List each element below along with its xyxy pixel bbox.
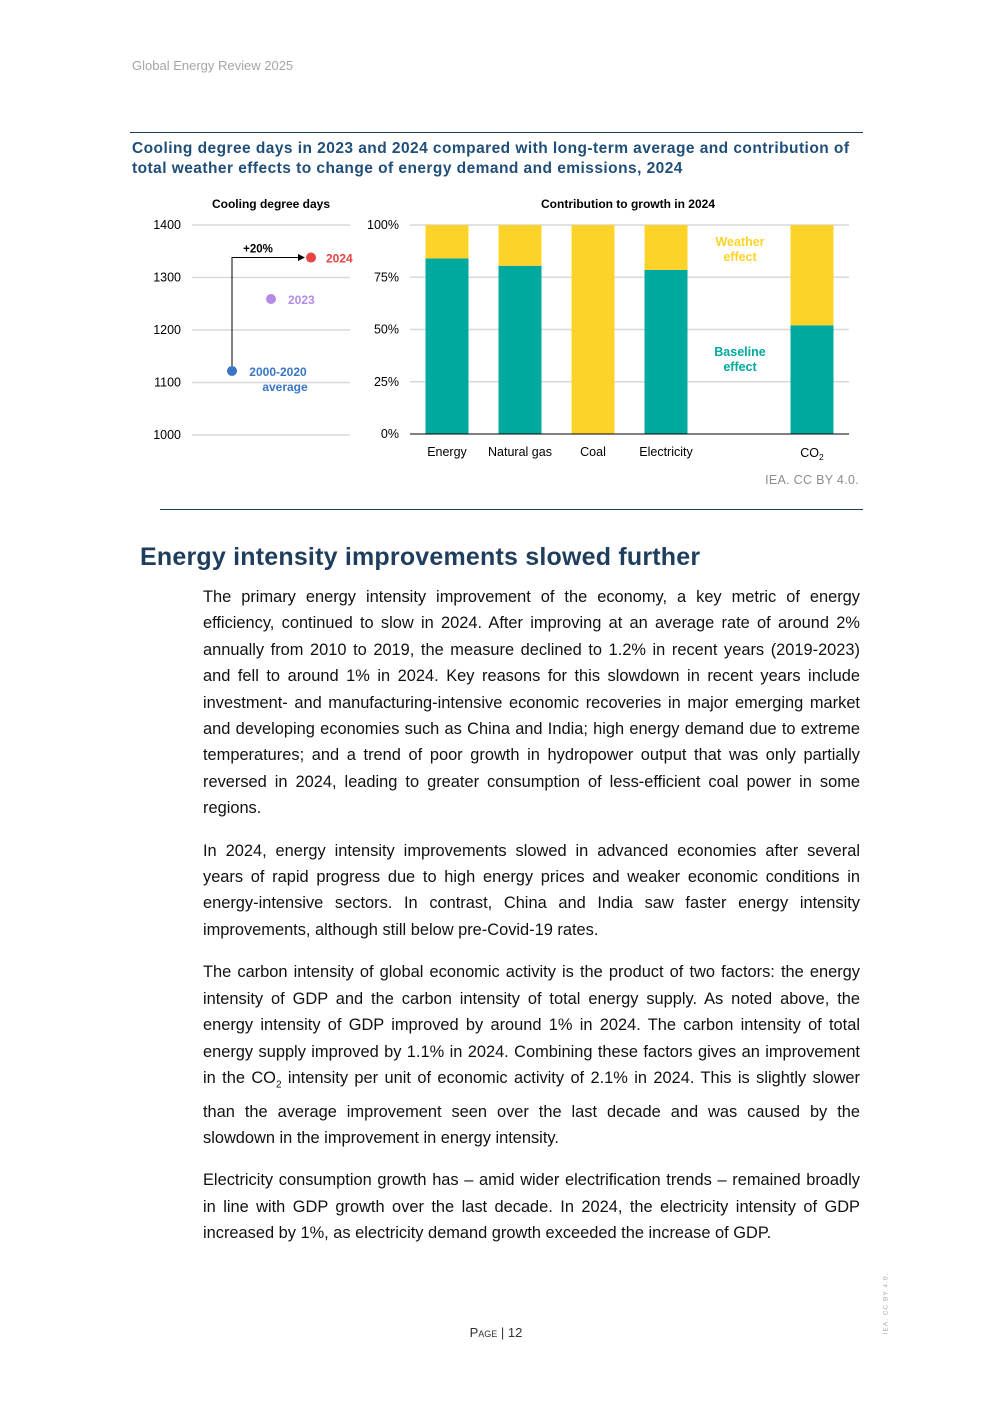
label-2023: 2023 — [288, 293, 315, 308]
bar-baseline-electricity — [645, 270, 688, 434]
bar-baseline-natural-gas — [499, 266, 542, 434]
growth-arrowhead — [298, 254, 305, 261]
bar-weather-energy — [426, 225, 469, 258]
bar-weather-co2 — [791, 225, 834, 325]
bar-weather-coal — [572, 225, 615, 434]
contribution-y-tick: 100% — [367, 218, 399, 232]
label-average-line2: average — [262, 379, 308, 394]
figure-title: Cooling degree days in 2023 and 2024 compared with long-term average and contribution of total weather effects to change of energy demand and emissions, 2024 — [132, 140, 850, 177]
figure-bottom-rule — [160, 509, 863, 510]
bar-weather-natural-gas — [499, 225, 542, 266]
figure-chart — [0, 0, 992, 520]
page-footer — [0, 1325, 992, 1340]
cdd-y-tick: 1100 — [154, 375, 181, 390]
x-label-natural-gas: Natural gas — [488, 445, 552, 459]
paragraph-3-part-a: The carbon intensity of global economic activity is the product of two factors: the energy intensity of GDP and the carbon intensity of total energy supply. As noted above, the energy intensity of GDP improved by around 1% in 2024. The carbon intensity of total energy supply improved by 1.1% in 2024. Combining these factors gives an improvement in the CO — [203, 963, 860, 1087]
cdd-y-tick: 1200 — [153, 323, 181, 337]
growth-label: +20% — [243, 243, 273, 256]
side-credit: IEA. CC BY 4.0. — [882, 1272, 890, 1335]
paragraph-3 — [203, 959, 860, 1151]
cdd-y-tick: 1000 — [153, 428, 181, 442]
figure-credit: IEA. CC BY 4.0. — [765, 473, 859, 487]
paragraph-2: In 2024, energy intensity improvements slowed in advanced economies after several years of rapid progress due to high energy prices and weaker economic conditions in energy-intensive sectors. In contrast, China and India saw faster energy intensity improvements, although still below pre-Covid-19 rates. — [203, 841, 860, 939]
contribution-y-axis — [367, 218, 399, 441]
bar-baseline-energy — [426, 258, 469, 434]
cdd-marks — [227, 244, 353, 394]
x-label-coal: Coal — [580, 445, 606, 459]
cdd-panel-title: Cooling degree days — [211, 197, 331, 211]
paragraph-3-part-b: intensity per unit of economic activity of 2.1% in 2024. This is slightly slower than the average improvement seen over the last decade and was caused by the slowdown in the improvement in energy intensity. — [203, 1068, 860, 1147]
cdd-y-tick: 1400 — [153, 218, 181, 232]
legend-weather-line2: effect — [723, 250, 757, 264]
section-heading: Energy intensity improvements slowed further — [140, 543, 701, 571]
contribution-panel-title: Contribution to growth in 2024 — [541, 197, 715, 211]
contribution-y-tick: 75% — [373, 270, 399, 285]
contribution-y-tick: 50% — [373, 322, 399, 337]
legend-weather-line1: Weather — [715, 235, 765, 249]
x-label-electricity: Electricity — [639, 445, 693, 459]
paragraph-4: Electricity consumption growth has – amid wider electrification trends – remained broadly in line with GDP growth over the last decade. In 2024, the electricity intensity of GDP increased by 1%, as electricity demand growth exceeded the increase of GDP. — [203, 1171, 860, 1243]
running-header: Global Energy Review 2025 — [132, 58, 294, 73]
contribution-gridlines — [410, 225, 849, 382]
body-text — [203, 584, 860, 1263]
bar-weather-electricity — [645, 225, 688, 270]
legend-baseline-line2: effect — [723, 360, 757, 374]
x-label-co2: $CO_2$ — [800, 446, 824, 462]
point-2024 — [306, 253, 316, 263]
contribution-y-tick: 0% — [380, 427, 399, 441]
page-number: 12 — [507, 1325, 523, 1340]
growth-arrow — [232, 258, 299, 366]
contribution-y-tick: 25% — [373, 374, 399, 389]
label-2024: 2024 — [326, 251, 353, 266]
cdd-y-tick: 1300 — [153, 270, 181, 285]
contribution-x-axis — [427, 445, 824, 462]
point-2023 — [266, 294, 276, 304]
label-average-line1: 2000-2020 — [249, 364, 307, 379]
paragraph-1: The primary energy intensity improvement of the economy, a key metric of energy efficiency, continued to slow in 2024. After improving at an average rate of around 2% annually from 2010 to 2019, the measure declined to 1.2% in recent years (2019-2023) and fell to around 1% in 2024. Key reasons for this slowdown in recent years include investment- and manufacturing-intensive economic recoveries in major emerging market and developing economies such as China and India; high energy demand due to extreme temperatures; and a trend of poor growth in hydropower output that was only partially reversed in 2024, leading to greater consumption of less-efficient coal power in some regions. — [203, 588, 860, 818]
page-label: Page — [469, 1325, 498, 1340]
paragraph-3-subscript: 2 — [275, 1079, 282, 1091]
page-separator: | — [497, 1325, 508, 1340]
contribution-legend — [714, 235, 765, 374]
x-label-energy: Energy — [427, 445, 467, 459]
legend-baseline-line1: Baseline — [714, 345, 766, 359]
cdd-y-axis — [153, 218, 181, 442]
point-2000-2020-average — [227, 366, 237, 376]
bar-baseline-co2 — [791, 325, 834, 434]
